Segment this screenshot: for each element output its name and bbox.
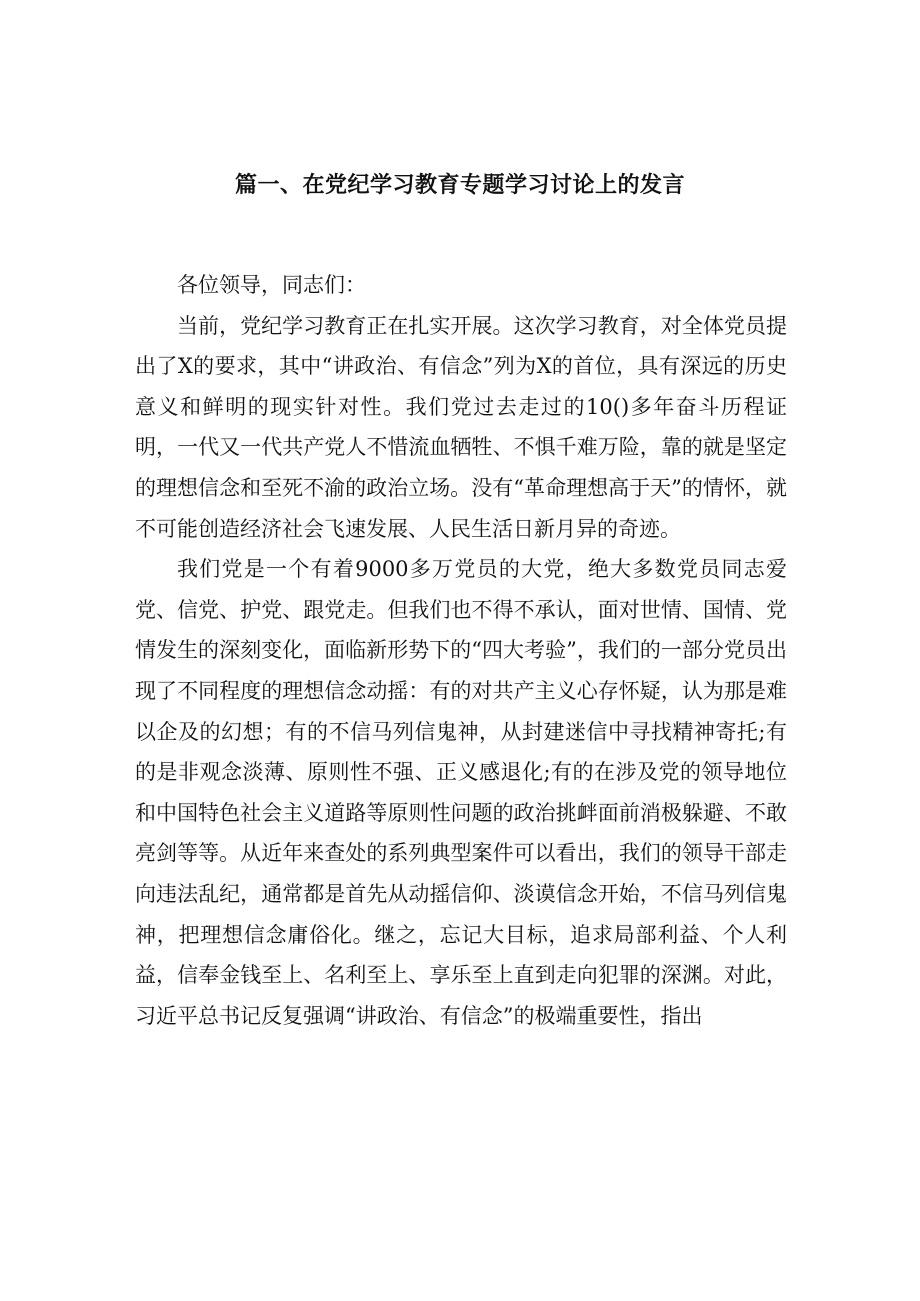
document-title: 篇一、在党纪学习教育专题学习讨论上的发言 [234,173,685,198]
document-body [135,265,787,1036]
paragraph-2: 我们党是一个有着9000多万党员的大党，绝大多数党员同志爱党、信党、护党、跟党走。但我们也不得不承认，面对世情、国情、党情发生的深刻变化，面临新形势下的“四大考验”，我们的一部分党员出现了不同程度的理想信念动摇：有的对共产主义心存怀疑，认为那是难以企及的幻想；有的不信马列信鬼神，从封建迷信中寻找精神寄托;有的是非观念淡薄、原则性不强、正义感退化;有的在涉及党的领导地位和中国特色社会主义道路等原则性问题的政治挑衅面前消极躲避、不敢亮剑等等。从近年来查处的系列典型案件可以看出，我们的领导干部走向违法乱纪，通常都是首先从动摇信仰、淡谟信念开始，不信马列信鬼神，把理想信念庸俗化。继之，忘记大目标，追求局部利益、个人利益，信奉金钱至上、名利至上、享乐至上直到走向犯罪的深渊。对此，习近平总书记反复强调“讲政治、有信念”的极端重要性，指出 [135,557,787,1028]
salutation: 各位领导，同志们： [177,273,366,297]
paragraph-1: 当前，党纪学习教育正在扎实开展。这次学习教育，对全体党员提出了X的要求，其中“讲政治、有信念”列为X的首位，具有深远的历史意义和鲜明的现实针对性。我们党过去走过的10()多年奋斗历程证明，一代又一代共产党人不惜流血牺牲、不惧千难万险，靠的就是坚定的理想信念和至死不渝的政治立场。没有“革命理想高于天”的情怀，就不可能创造经济社会飞速发展、人民生活日新月异的奇迹。 [135,313,787,541]
